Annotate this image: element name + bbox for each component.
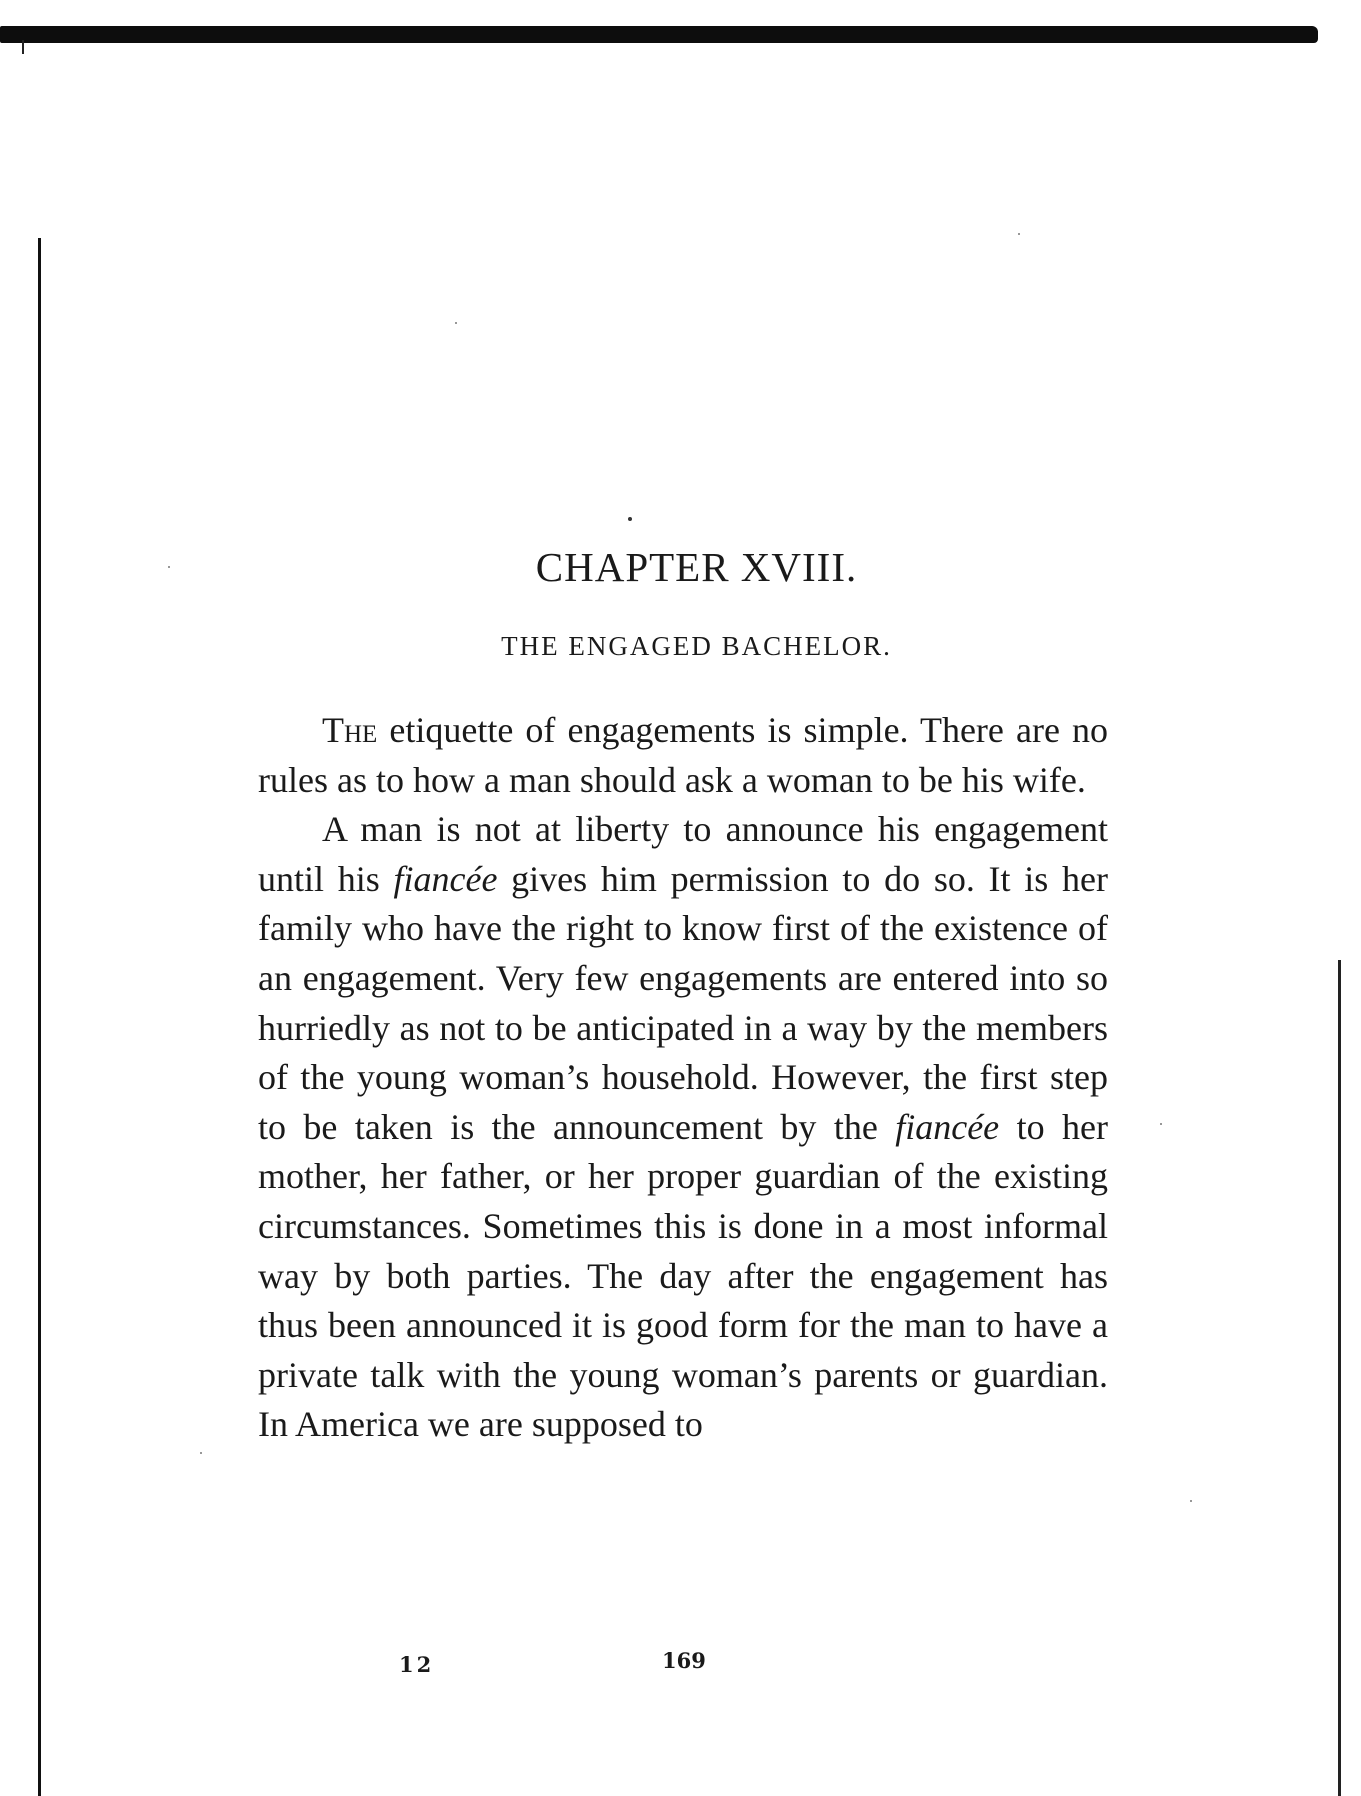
scan-speck bbox=[628, 517, 632, 521]
page-footer bbox=[0, 1648, 1361, 1688]
scan-speck bbox=[455, 322, 457, 324]
scan-speck bbox=[1190, 1500, 1192, 1502]
page-number: 169 bbox=[662, 1648, 706, 1673]
signature-mark: 12 bbox=[399, 1652, 435, 1677]
paragraph-text: etiquette of engagements is simple. There are no rules as to how a man should ask a woman to be his wife. bbox=[258, 710, 1108, 800]
paragraph-text: A man is not at liberty to announce his engagement until his bbox=[258, 809, 1108, 899]
chapter-subtitle: THE ENGAGED BACHELOR. bbox=[501, 631, 892, 661]
scan-top-edge-bar bbox=[0, 26, 1318, 43]
scan-speck bbox=[1160, 1123, 1162, 1125]
emphasized-word: fiancée bbox=[895, 1106, 1000, 1147]
scan-speck bbox=[1018, 233, 1020, 235]
paragraph bbox=[258, 805, 1108, 1450]
paragraph-text: gives him permission to do so. It is her family who have the right to know first of the existence of an engagement. Very few engagements are entered into so hurriedly as not to be anticipated in a way by the members of the young woman’s household. However, the first step to be taken is the announcement by the bbox=[258, 858, 1108, 1147]
paragraph-lead-word: The bbox=[322, 710, 378, 750]
body-text bbox=[258, 706, 1108, 1450]
scan-mark bbox=[22, 40, 24, 54]
chapter-title: CHAPTER XVIII. bbox=[535, 544, 858, 590]
paragraph bbox=[258, 706, 1108, 805]
scan-left-edge-line bbox=[38, 238, 41, 1796]
emphasized-word: fiancée bbox=[393, 858, 498, 899]
scan-speck bbox=[200, 1452, 202, 1454]
paragraph-text: to her mother, her father, or her proper guardian of the existing circumstances. Sometimes this is done in a most informal way by both parties. The day after the engagement has thus been announced it is good form for the man to have a private talk with the young woman’s parents or guardian. In America we are supposed to bbox=[258, 1106, 1108, 1445]
